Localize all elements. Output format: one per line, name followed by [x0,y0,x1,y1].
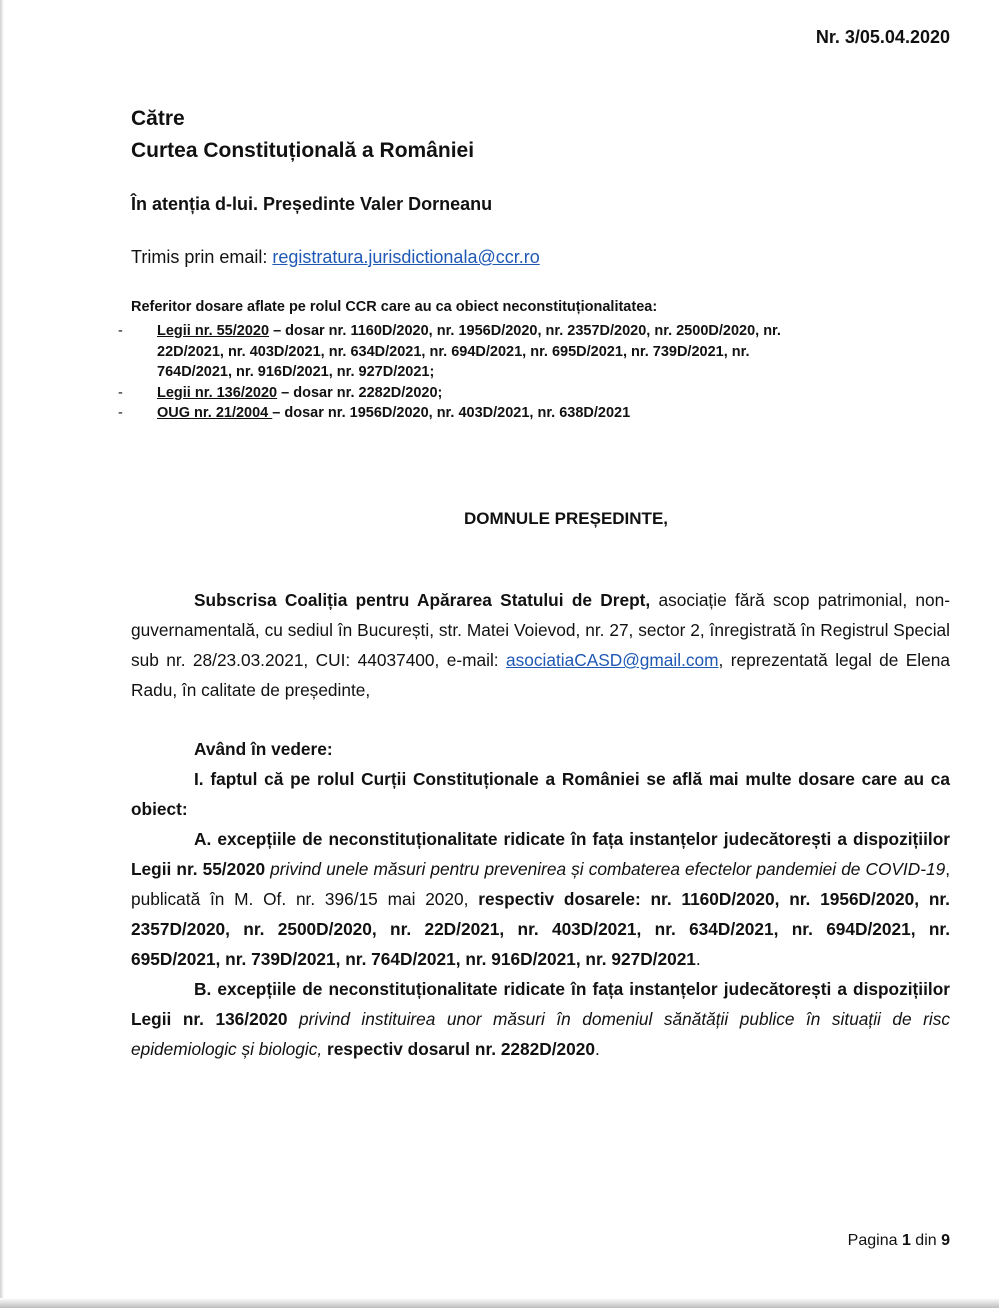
reference-law: Legii nr. 136/2020 [157,384,278,401]
email-prefix: Trimis prin email: [131,247,273,267]
page-number [848,1232,950,1250]
page-of: din [910,1232,942,1249]
letter-body [131,585,950,1064]
bullet-dash: - [118,405,123,421]
point-b-lead: B. excepțiile de neconstituționalitate ridicate în fața instanțelor judecătorești a dispozițiilor Legii nr. 136/2020 [131,979,950,1029]
salutation: DOMNULE PREȘEDINTE, [463,509,669,528]
page-bottom-edge [0,1298,999,1308]
page-total: 9 [941,1232,950,1249]
reference-item [118,383,818,404]
paragraph-considering: Având în vedere: [194,739,333,759]
reference-text [157,321,818,383]
page-current: 1 [901,1232,911,1249]
reference-files: – dosar nr. 1160D/2020, nr. 1956D/2020, nr. 2357D/2020, nr. 2500D/2020, nr. 22D/2021, nr. 403D/2021, nr. 634D/2021, nr. 694D/2021, nr. 695D/2021, nr. 739D/2021, nr. 764D/2021, nr. 916D/2021, nr. 927D/2021; [157,323,781,380]
reference-item [118,321,818,383]
reference-text [157,383,818,404]
page-label: Pagina [847,1232,902,1249]
recipient-title: Către [131,107,185,130]
attention-line: În atenția d-lui. Președinte Valer Dorneanu [131,194,493,214]
petitioner-name: Subscrisa Coaliția pentru Apărarea Statului de Drept, [194,590,651,610]
reference-item [118,403,818,424]
point-a-files: respectiv dosarele: nr. 1160D/2020, nr. 1956D/2020, nr. 2357D/2020, nr. 2500D/2020, nr. 22D/2021, nr. 403D/2021, nr. 634D/2021, nr. 694D/2021, nr. 695D/2021, nr. 739D/2021, nr. 764D/2021, nr. 916D/2021, nr. 927D/2021 [131,889,950,969]
bullet-dash: - [118,323,123,339]
point-a-lead: A. excepțiile de neconstituționalitate ridicate în fața instanțelor judecătorești a dispozițiilor Legii nr. 55/2020 [131,829,950,879]
reference-files: – dosar nr. 2282D/2020; [277,384,443,401]
petitioner-email-link[interactable]: asociatiaCASD@gmail.com [506,650,719,670]
petitioner-details: asociație fără scop patrimonial, non-guvernamentală, cu sediul în București, str. Matei Voievod, nr. 27, sector 2, înregistrată în Registrul Special sub nr. 28/23.03.2021, CUI: 44037400, e-mail: [131,590,950,670]
reference-text [157,403,818,424]
references-list [118,321,818,424]
petitioner-representative: , reprezentată legal de Elena Radu, în calitate de președinte, [131,650,950,700]
references-intro: Referitor dosare aflate pe rolul CCR care au ca obiect neconstituționalitatea: [131,299,658,315]
reference-law: Legii nr. 55/2020 [157,323,270,339]
point-a-law-title: privind unele măsuri pentru prevenirea și combaterea efectelor pandemiei de COVID-19 [265,859,946,879]
email-line [131,247,540,268]
bullet-dash: - [118,384,123,401]
recipient-name: Curtea Constituțională a României [131,139,475,162]
page-edge [0,0,4,1308]
email-link[interactable]: registratura.jurisdictionala@ccr.ro [272,247,540,267]
point-a-end: . [695,949,701,969]
paragraph-petitioner [131,585,950,705]
paragraph-point-a [131,824,950,974]
paragraph-point-b [131,974,950,1064]
point-b-law-title: privind instituirea unor măsuri în domeniul sănătății publice în situații de risc epidemiologic și biologic, [131,1009,950,1059]
reference-files: – dosar nr. 1956D/2020, nr. 403D/2021, nr. 638D/2021 [272,405,631,421]
point-b-files: respectiv dosarul nr. 2282D/2020 [322,1039,595,1059]
reference-law: OUG nr. 21/2004 [157,405,273,421]
point-a-publication: , publicată în M. Of. nr. 396/15 mai 2020, [131,859,950,909]
document-number: Nr. 3/05.04.2020 [815,27,950,47]
paragraph-point-i: I. faptul că pe rolul Curții Constituționale a României se află mai multe dosare care au ca obiect: [131,769,950,819]
point-b-end: . [594,1039,600,1059]
